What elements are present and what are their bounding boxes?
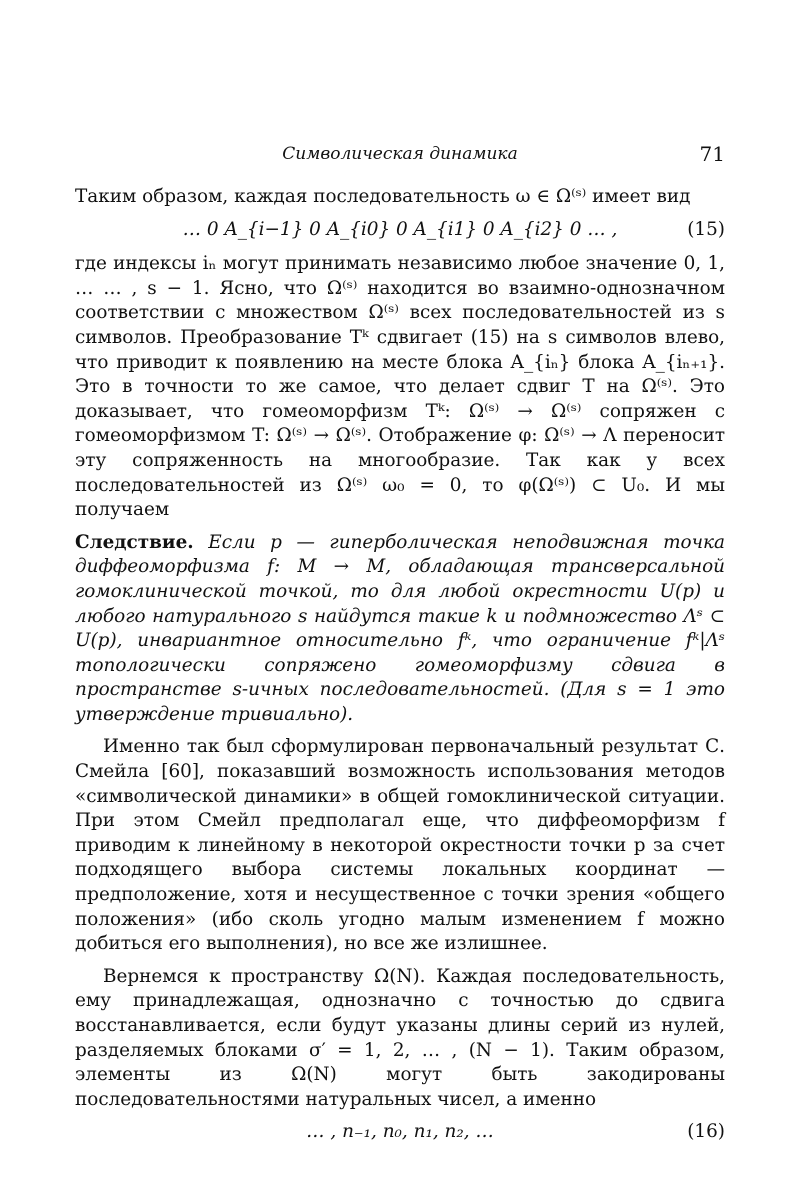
body-text bbox=[75, 185, 725, 1155]
page-number: 71 bbox=[699, 142, 725, 166]
paragraph: Таким образом, каждая последовательность ω ∈ Ω⁽ˢ⁾ имеет вид bbox=[75, 186, 691, 207]
formula-16 bbox=[75, 1120, 725, 1145]
formula-15-number: (15) bbox=[687, 218, 725, 240]
formula-15 bbox=[75, 218, 725, 243]
corollary-label: Следствие. bbox=[75, 531, 194, 553]
paragraph: где индексы iₙ могут принимать независимо любое значение 0, 1, … … , s − 1. Ясно, что Ω⁽ˢ⁾ находится во взаимно-однозначном соответствии с множеством Ω⁽ˢ⁾ всех последовательностей из s символов. Преобразование Tᵏ сдвигает (15) на s символов влево, что приводит к появлению на месте блока A_{iₙ} блока A_{iₙ₊₁}. Это в точности то же самое, что делает сдвиг T на Ω⁽ˢ⁾. Это доказывает, что гомеоморфизм Tᵏ: Ω⁽ˢ⁾ → Ω⁽ˢ⁾ сопряжен с гомеоморфизмом T: Ω⁽ˢ⁾ → Ω⁽ˢ⁾. Отображение φ: Ω⁽ˢ⁾ → Λ переносит эту сопряженность на многообразие. Так как у всех последовательностей из Ω⁽ˢ⁾ ω₀ = 0, то φ(Ω⁽ˢ⁾) ⊂ U₀. И мы получаем bbox=[75, 253, 725, 521]
page-header bbox=[75, 142, 725, 168]
paragraph: Вернемся к пространству Ω(N). Каждая последовательность, ему принадлежащая, однозначно с точностью до сдвига восстанавливается, если будут указаны длины серий из нулей, разделяемых блоками σ′ = 1, 2, … , (N − 1). Таким образом, элементы из Ω(N) могут быть закодированы последовательностями натуральных чисел, а именно bbox=[75, 965, 725, 1110]
corollary-text: Если p — гиперболическая неподвижная точка диффеоморфизма f: M → M, обладающая трансверсальной гомоклинической точкой, то для любой окрестности U(p) и любого натурального s найдутся такие k и подмножество Λˢ ⊂ U(p), инвариантное относительно fᵏ, что ограничение fᵏ|Λˢ топологически сопряжено гомеоморфизму сдвига в пространстве s-ичных последовательностей. (Для s = 1 это утверждение тривиально). bbox=[75, 531, 725, 725]
formula-16-number: (16) bbox=[687, 1121, 725, 1143]
formula-15-expression: … 0 A_{i−1} 0 A_{i0} 0 A_{i1} 0 A_{i2} 0 … , bbox=[182, 218, 618, 240]
formula-16-expression: … , n₋₁, n₀, n₁, n₂, … bbox=[306, 1121, 494, 1143]
corollary bbox=[75, 531, 725, 728]
paragraph: Именно так был сформулирован первоначальный результат С. Смейла [60], показавший возможность использования методов «символической динамики» в общей гомоклинической ситуации. При этом Смейл предполагал еще, что диффеоморфизм f приводим к линейному в некоторой окрестности точки p за счет подходящего выбора системы локальных координат — предположение, хотя и несущественное с точки зрения «общего положения» (ибо сколь угодно малым изменением f можно добиться его выполнения), но все же излишнее. bbox=[75, 736, 725, 955]
running-title: Символическая динамика bbox=[282, 144, 518, 164]
